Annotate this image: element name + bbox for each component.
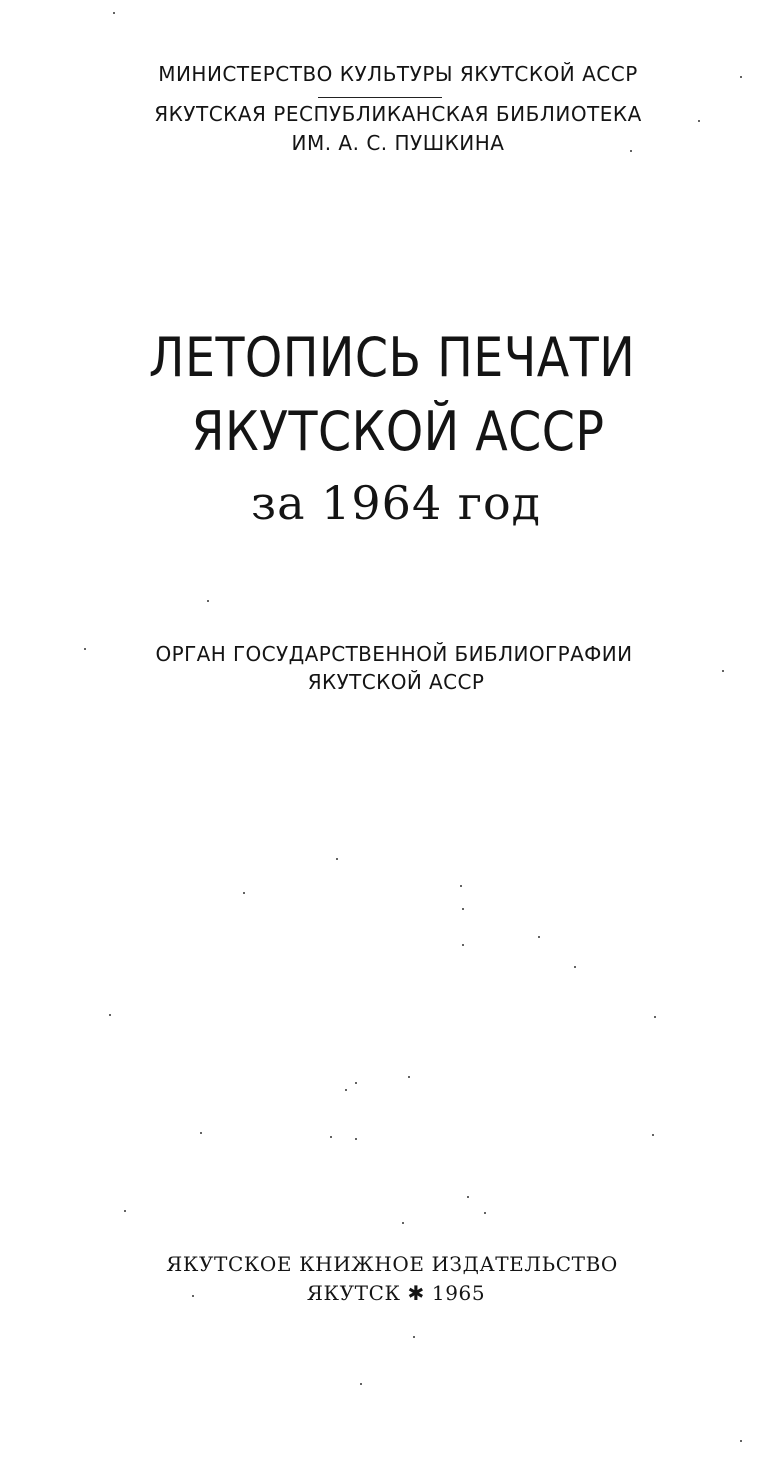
subtitle-line-2: ЯКУТСКОЙ АССР <box>307 670 485 694</box>
main-title-line-1: ЛЕТОПИСЬ ПЕЧАТИ <box>148 326 636 389</box>
ministry-heading: МИНИСТЕРСТВО КУЛЬТУРЫ ЯКУТСКОЙ АССР <box>158 62 638 86</box>
library-heading: ЯКУТСКАЯ РЕСПУБЛИКАНСКАЯ БИБЛИОТЕКА <box>154 102 642 126</box>
library-name-heading: ИМ. А. С. ПУШКИНА <box>291 131 505 155</box>
header-divider <box>318 97 442 98</box>
subtitle-line-1: ОРГАН ГОСУДАРСТВЕННОЙ БИБЛИОГРАФИИ <box>155 642 633 666</box>
publication-place-year: ЯКУТСК ✱ 1965 <box>306 1281 486 1305</box>
main-title-year: за 1964 год <box>251 476 541 530</box>
publisher-name: ЯКУТСКОЕ КНИЖНОЕ ИЗДАТЕЛЬСТВО <box>166 1252 618 1276</box>
main-title-line-2: ЯКУТСКОЙ АССР <box>191 400 605 463</box>
